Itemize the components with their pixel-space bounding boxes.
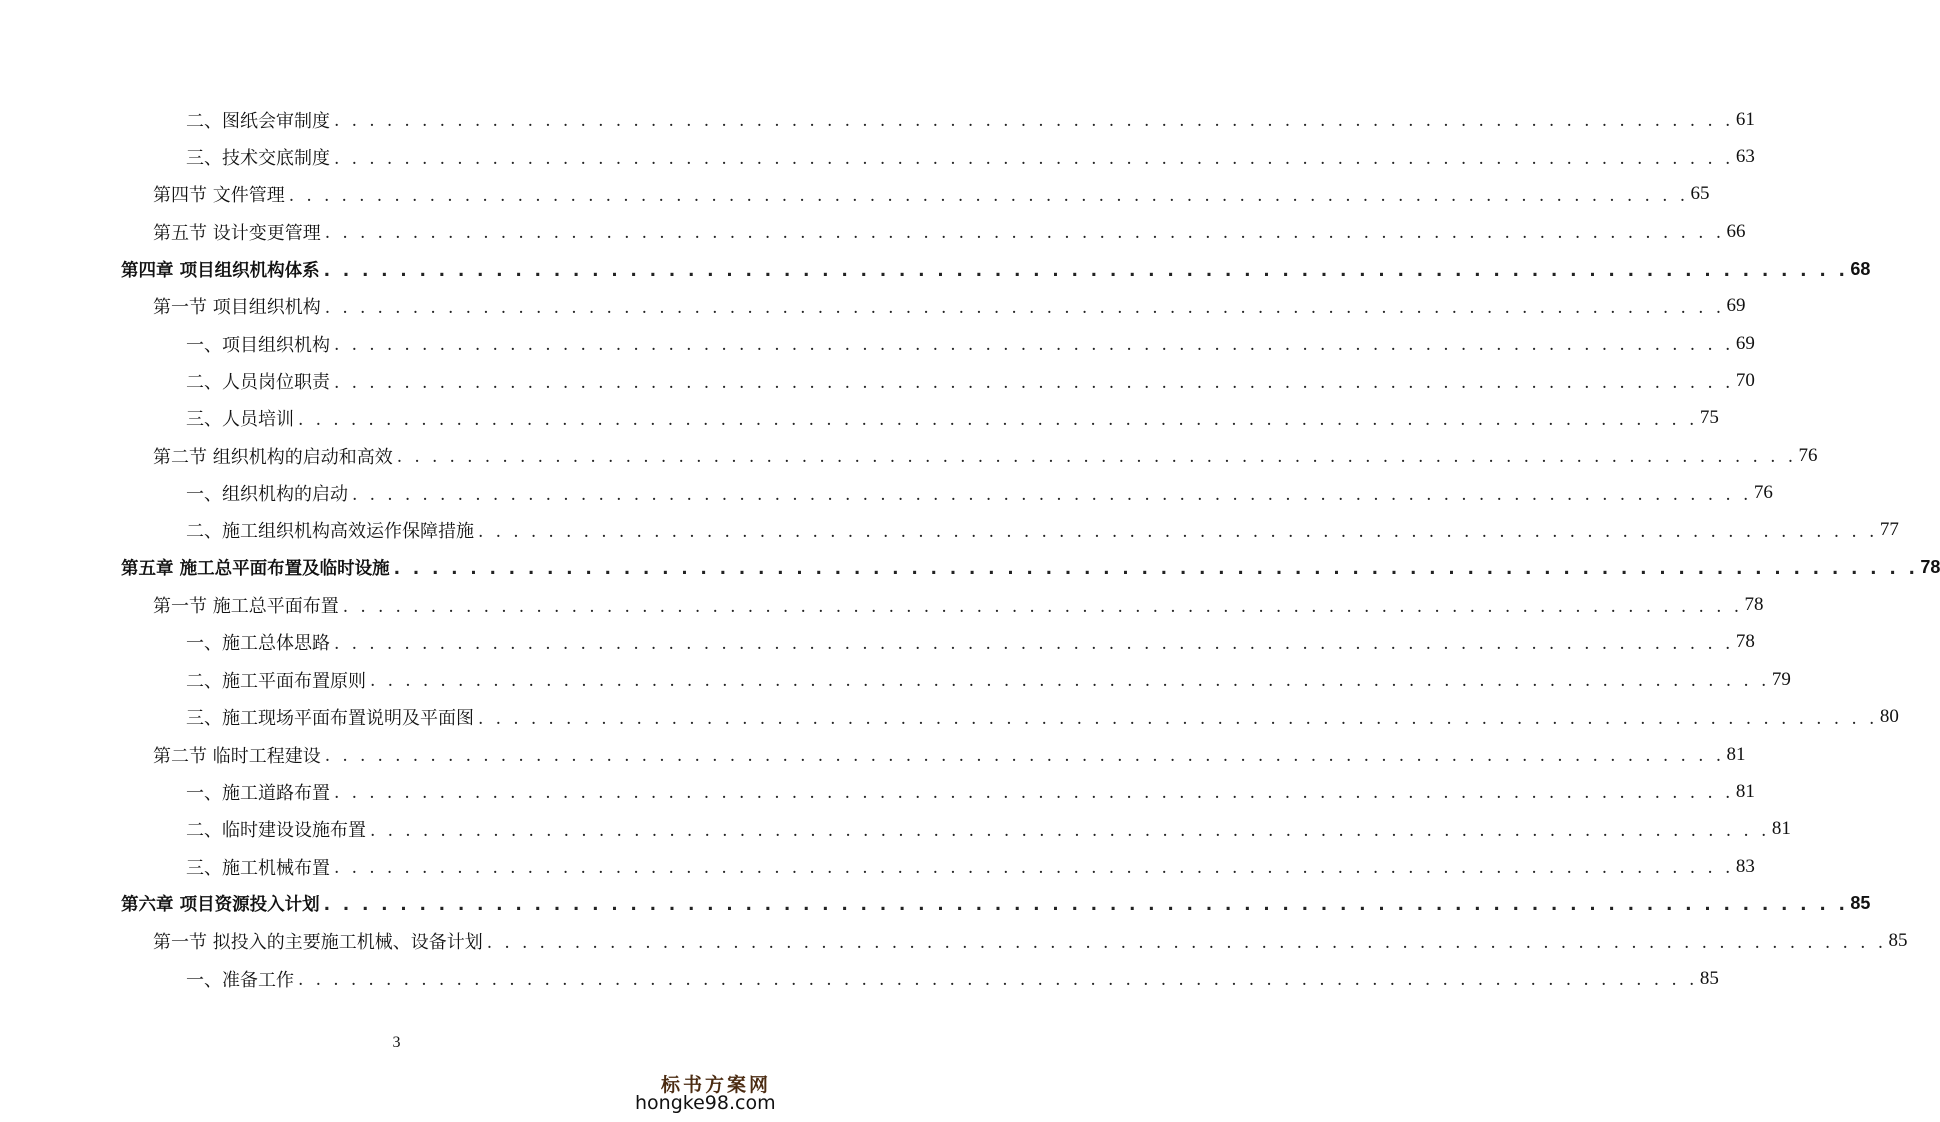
toc-entry-page: 68 — [1850, 258, 1871, 279]
toc-entry-page: 78 — [1920, 557, 1940, 578]
table-of-contents — [0, 101, 1940, 997]
toc-entry-page: 80 — [1879, 706, 1899, 728]
toc-entry-title: 第一节 施工总平面布置 — [153, 596, 339, 618]
toc-entry[interactable] — [153, 923, 1908, 960]
toc-entry-title: 二、图纸会审制度 — [186, 110, 330, 132]
toc-entry-page: 85 — [1850, 893, 1871, 914]
toc-entry[interactable] — [153, 586, 1764, 623]
toc-entry-title: 三、施工现场平面布置说明及平面图 — [186, 708, 474, 730]
toc-dot-leader: . . . . . . . . . . . . . . . . . . . . . . . . . . . . . . . . . . . . . . . . . . . . . . . . . . . . . . . . . . . . . . . . . . . . . . . . . . . . . . . . — [324, 223, 1725, 244]
toc-dot-leader: . . . . . . . . . . . . . . . . . . . . . . . . . . . . . . . . . . . . . . . . . . . . . . . . . . . . . . . . . . . . . . . . . . . . . . . . . . . . . . . . — [334, 633, 1734, 654]
toc-entry-title: 第六章 项目资源投入计划 — [121, 895, 320, 916]
toc-entry-page: 77 — [1879, 519, 1899, 541]
toc-entry-page: 85 — [1699, 967, 1719, 989]
toc-dot-leader: . . . . . . . . . . . . . . . . . . . . . . . . . . . . . . . . . . . . . . . . . . . . . . . . . . . . . . . . . . . . . . . . . . . . . . . . . . . . . . . . — [323, 260, 1849, 281]
toc-entry[interactable] — [186, 773, 1755, 810]
toc-dot-leader: . . . . . . . . . . . . . . . . . . . . . . . . . . . . . . . . . . . . . . . . . . . . . . . . . . . . . . . . . . . . . . . . . . . . . . . . . . . . . . . . — [298, 409, 1698, 430]
toc-entry-title: 第二节 组织机构的启动和高效 — [153, 446, 393, 468]
toc-entry[interactable] — [153, 736, 1746, 773]
toc-entry[interactable] — [186, 325, 1755, 362]
toc-dot-leader: . . . . . . . . . . . . . . . . . . . . . . . . . . . . . . . . . . . . . . . . . . . . . . . . . . . . . . . . . . . . . . . . . . . . . . . . . . . . . . . . — [352, 484, 1752, 505]
toc-entry-title: 第一节 项目组织机构 — [153, 297, 321, 319]
toc-dot-leader: . . . . . . . . . . . . . . . . . . . . . . . . . . . . . . . . . . . . . . . . . . . . . . . . . . . . . . . . . . . . . . . . . . . . . . . . . . . . . . . . — [370, 820, 1770, 841]
watermark-url: hongke98.com — [635, 1092, 776, 1114]
toc-dot-leader: . . . . . . . . . . . . . . . . . . . . . . . . . . . . . . . . . . . . . . . . . . . . . . . . . . . . . . . . . . . . . . . . . . . . . . . . . . . . . . . . — [334, 372, 1734, 393]
toc-entry-page: 78 — [1744, 594, 1764, 616]
toc-dot-leader: . . . . . . . . . . . . . . . . . . . . . . . . . . . . . . . . . . . . . . . . . . . . . . . . . . . . . . . . . . . . . . . . . . . . . . . . . . . . . . . . — [370, 671, 1770, 692]
toc-dot-leader: . . . . . . . . . . . . . . . . . . . . . . . . . . . . . . . . . . . . . . . . . . . . . . . . . . . . . . . . . . . . . . . . . . . . . . . . . . . . . . . . — [334, 335, 1734, 356]
toc-entry-title: 一、项目组织机构 — [186, 334, 330, 356]
toc-entry-page: 83 — [1735, 855, 1755, 877]
toc-entry-title: 第四节 文件管理 — [153, 185, 285, 207]
toc-entry[interactable] — [186, 811, 1791, 848]
toc-dot-leader: . . . . . . . . . . . . . . . . . . . . . . . . . . . . . . . . . . . . . . . . . . . . . . . . . . . . . . . . . . . . . . . . . . . . . . . . . . . . . . . . — [393, 559, 1919, 580]
toc-entry-title: 一、施工道路布置 — [186, 782, 330, 804]
toc-dot-leader: . . . . . . . . . . . . . . . . . . . . . . . . . . . . . . . . . . . . . . . . . . . . . . . . . . . . . . . . . . . . . . . . . . . . . . . . . . . . . . . . — [396, 447, 1797, 468]
toc-entry[interactable] — [186, 624, 1755, 661]
toc-entry[interactable] — [121, 250, 1871, 287]
toc-entry-page: 61 — [1735, 108, 1755, 130]
toc-entry[interactable] — [186, 138, 1755, 175]
toc-entry-page: 81 — [1771, 818, 1791, 840]
toc-entry[interactable] — [186, 960, 1719, 997]
toc-entry-page: 76 — [1798, 444, 1818, 466]
toc-dot-leader: . . . . . . . . . . . . . . . . . . . . . . . . . . . . . . . . . . . . . . . . . . . . . . . . . . . . . . . . . . . . . . . . . . . . . . . . . . . . . . . . — [324, 746, 1725, 767]
toc-entry-title: 二、人员岗位职责 — [186, 372, 330, 394]
toc-entry-title: 一、施工总体思路 — [186, 633, 330, 655]
toc-dot-leader: . . . . . . . . . . . . . . . . . . . . . . . . . . . . . . . . . . . . . . . . . . . . . . . . . . . . . . . . . . . . . . . . . . . . . . . . . . . . . . . . — [288, 185, 1689, 206]
toc-dot-leader: . . . . . . . . . . . . . . . . . . . . . . . . . . . . . . . . . . . . . . . . . . . . . . . . . . . . . . . . . . . . . . . . . . . . . . . . . . . . . . . . — [323, 895, 1849, 916]
toc-entry-title: 第五章 施工总平面布置及临时设施 — [121, 559, 390, 580]
toc-entry-title: 第四章 项目组织机构体系 — [121, 260, 320, 281]
toc-entry[interactable] — [153, 288, 1746, 325]
toc-entry[interactable] — [153, 437, 1818, 474]
toc-entry-title: 三、技术交底制度 — [186, 148, 330, 170]
toc-entry[interactable] — [186, 661, 1791, 698]
watermark-site-name: 标书方案网 — [661, 1074, 772, 1096]
toc-dot-leader: . . . . . . . . . . . . . . . . . . . . . . . . . . . . . . . . . . . . . . . . . . . . . . . . . . . . . . . . . . . . . . . . . . . . . . . . . . . . . . . . — [342, 596, 1743, 617]
page-number: 3 — [392, 1034, 401, 1051]
toc-entry-title: 第二节 临时工程建设 — [153, 745, 321, 767]
toc-entry-page: 69 — [1735, 332, 1755, 354]
toc-entry-title: 二、临时建设设施布置 — [186, 820, 366, 842]
toc-entry[interactable] — [186, 474, 1773, 511]
toc-entry-title: 第一节 拟投入的主要施工机械、设备计划 — [153, 932, 483, 954]
toc-entry[interactable] — [186, 848, 1755, 885]
toc-dot-leader: . . . . . . . . . . . . . . . . . . . . . . . . . . . . . . . . . . . . . . . . . . . . . . . . . . . . . . . . . . . . . . . . . . . . . . . . . . . . . . . . — [478, 521, 1878, 542]
toc-entry-page: 70 — [1735, 370, 1755, 392]
toc-entry[interactable] — [121, 885, 1871, 922]
toc-entry[interactable] — [153, 213, 1746, 250]
toc-entry-page: 76 — [1753, 482, 1773, 504]
toc-dot-leader: . . . . . . . . . . . . . . . . . . . . . . . . . . . . . . . . . . . . . . . . . . . . . . . . . . . . . . . . . . . . . . . . . . . . . . . . . . . . . . . . — [334, 111, 1734, 132]
toc-entry-page: 69 — [1726, 295, 1746, 317]
toc-entry-title: 一、准备工作 — [186, 969, 294, 991]
toc-entry[interactable] — [186, 512, 1899, 549]
toc-entry[interactable] — [186, 400, 1719, 437]
toc-dot-leader: . . . . . . . . . . . . . . . . . . . . . . . . . . . . . . . . . . . . . . . . . . . . . . . . . . . . . . . . . . . . . . . . . . . . . . . . . . . . . . . . — [298, 970, 1698, 991]
toc-entry-page: 78 — [1735, 631, 1755, 653]
toc-dot-leader: . . . . . . . . . . . . . . . . . . . . . . . . . . . . . . . . . . . . . . . . . . . . . . . . . . . . . . . . . . . . . . . . . . . . . . . . . . . . . . . . — [486, 932, 1887, 953]
toc-entry[interactable] — [186, 699, 1899, 736]
toc-entry[interactable] — [153, 176, 1710, 213]
toc-dot-leader: . . . . . . . . . . . . . . . . . . . . . . . . . . . . . . . . . . . . . . . . . . . . . . . . . . . . . . . . . . . . . . . . . . . . . . . . . . . . . . . . — [478, 708, 1878, 729]
toc-entry-page: 66 — [1726, 220, 1746, 242]
toc-entry-title: 二、施工平面布置原则 — [186, 670, 366, 692]
toc-entry-page: 85 — [1888, 930, 1908, 952]
toc-entry[interactable] — [121, 549, 1940, 586]
toc-entry-page: 63 — [1735, 146, 1755, 168]
toc-entry-title: 三、人员培训 — [186, 409, 294, 431]
toc-dot-leader: . . . . . . . . . . . . . . . . . . . . . . . . . . . . . . . . . . . . . . . . . . . . . . . . . . . . . . . . . . . . . . . . . . . . . . . . . . . . . . . . — [334, 783, 1734, 804]
toc-dot-leader: . . . . . . . . . . . . . . . . . . . . . . . . . . . . . . . . . . . . . . . . . . . . . . . . . . . . . . . . . . . . . . . . . . . . . . . . . . . . . . . . — [334, 858, 1734, 879]
toc-entry-page: 65 — [1690, 183, 1710, 205]
toc-entry-title: 三、施工机械布置 — [186, 857, 330, 879]
toc-entry-page: 81 — [1735, 780, 1755, 802]
toc-dot-leader: . . . . . . . . . . . . . . . . . . . . . . . . . . . . . . . . . . . . . . . . . . . . . . . . . . . . . . . . . . . . . . . . . . . . . . . . . . . . . . . . — [324, 297, 1725, 318]
toc-entry[interactable] — [186, 101, 1755, 138]
toc-entry-page: 81 — [1726, 743, 1746, 765]
toc-dot-leader: . . . . . . . . . . . . . . . . . . . . . . . . . . . . . . . . . . . . . . . . . . . . . . . . . . . . . . . . . . . . . . . . . . . . . . . . . . . . . . . . — [334, 148, 1734, 169]
toc-entry-title: 第五节 设计变更管理 — [153, 222, 321, 244]
toc-entry-page: 75 — [1699, 407, 1719, 429]
toc-entry[interactable] — [186, 362, 1755, 399]
toc-entry-title: 二、施工组织机构高效运作保障措施 — [186, 521, 474, 543]
toc-entry-page: 79 — [1771, 668, 1791, 690]
toc-entry-title: 一、组织机构的启动 — [186, 484, 348, 506]
